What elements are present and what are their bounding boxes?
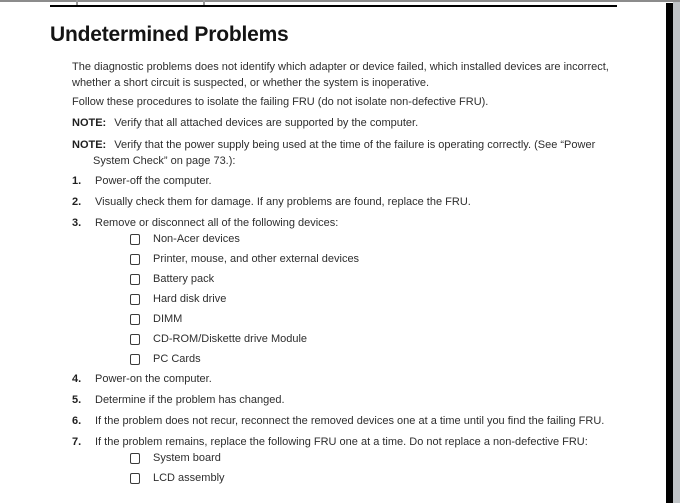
fru-list-item bbox=[130, 470, 660, 486]
step-number: 4. bbox=[72, 373, 82, 385]
checkbox-icon bbox=[130, 234, 140, 245]
note-2 bbox=[72, 137, 660, 169]
fru-list-item-label: LCD assembly bbox=[153, 472, 225, 484]
device-list-item bbox=[130, 291, 660, 307]
step-number: 2. bbox=[72, 196, 82, 208]
page-title: Undetermined Problems bbox=[50, 23, 289, 46]
device-list-item bbox=[130, 331, 660, 347]
step-2 bbox=[72, 194, 660, 210]
right-gray-strip bbox=[673, 2, 680, 503]
step-text: If the problem does not recur, reconnect the removed devices one at a time until you find the failing FRU. bbox=[95, 415, 605, 427]
step-5 bbox=[72, 392, 660, 408]
paragraph-line: whether a short circuit is suspected, or whether the system is inoperative. bbox=[72, 77, 430, 89]
step-text: Determine if the problem has changed. bbox=[95, 394, 285, 406]
note-text: Verify that all attached devices are supported by the computer. bbox=[114, 117, 419, 129]
checkbox-icon bbox=[130, 274, 140, 285]
step-text: Visually check them for damage. If any problems are found, replace the FRU. bbox=[95, 196, 471, 208]
note-continuation-line: System Check” on page 73.): bbox=[93, 155, 236, 167]
paragraph-line: The diagnostic problems does not identify which adapter or device failed, which installed devices are incorrect, bbox=[72, 61, 609, 73]
checkbox-icon bbox=[130, 354, 140, 365]
step-number: 6. bbox=[72, 415, 82, 427]
device-list-item-label: Hard disk drive bbox=[153, 293, 227, 305]
step-number: 7. bbox=[72, 436, 82, 448]
note-line bbox=[72, 115, 660, 131]
device-list-item bbox=[130, 271, 660, 287]
step-text: Remove or disconnect all of the following devices: bbox=[95, 217, 339, 229]
device-list-item-label: Non-Acer devices bbox=[153, 233, 240, 245]
checkbox-icon bbox=[130, 294, 140, 305]
device-list-item bbox=[130, 351, 660, 367]
note-1 bbox=[72, 115, 660, 131]
step-text: Power-off the computer. bbox=[95, 175, 212, 187]
step-text: If the problem remains, replace the following FRU one at a time. Do not replace a non-defective FRU: bbox=[95, 436, 588, 448]
fru-list-item-label: System board bbox=[153, 452, 221, 464]
device-list-item-label: Printer, mouse, and other external devices bbox=[153, 253, 360, 265]
note-text: Verify that the power supply being used at the time of the failure is operating correctly. (See “Power bbox=[114, 139, 596, 151]
device-list-item-label: Battery pack bbox=[153, 273, 215, 285]
intro-paragraph bbox=[72, 59, 660, 91]
checkbox-icon bbox=[130, 334, 140, 345]
device-list-item bbox=[130, 251, 660, 267]
note-line bbox=[72, 137, 660, 153]
step-7 bbox=[72, 434, 660, 450]
device-list-item-label: PC Cards bbox=[153, 353, 201, 365]
step-3 bbox=[72, 215, 660, 231]
step-number: 5. bbox=[72, 394, 82, 406]
checkbox-icon bbox=[130, 453, 140, 464]
step-4 bbox=[72, 371, 660, 387]
step-text: Power-on the computer. bbox=[95, 373, 212, 385]
note-label: NOTE: bbox=[72, 139, 107, 151]
step-number: 1. bbox=[72, 175, 82, 187]
checkbox-icon bbox=[130, 254, 140, 265]
device-list-item-label: CD-ROM/Diskette drive Module bbox=[153, 333, 308, 345]
device-list-item bbox=[130, 231, 660, 247]
device-list-item-label: DIMM bbox=[153, 313, 183, 325]
fru-list-item bbox=[130, 450, 660, 466]
right-black-bar bbox=[666, 3, 673, 503]
step-1 bbox=[72, 173, 660, 189]
note-label: NOTE: bbox=[72, 117, 107, 129]
step-6 bbox=[72, 413, 660, 429]
device-list-item bbox=[130, 311, 660, 327]
checkbox-icon bbox=[130, 473, 140, 484]
procedure-paragraph bbox=[72, 94, 660, 110]
checkbox-icon bbox=[130, 314, 140, 325]
step-number: 3. bbox=[72, 217, 82, 229]
paragraph-line: Follow these procedures to isolate the failing FRU (do not isolate non-defective FRU). bbox=[72, 96, 489, 108]
